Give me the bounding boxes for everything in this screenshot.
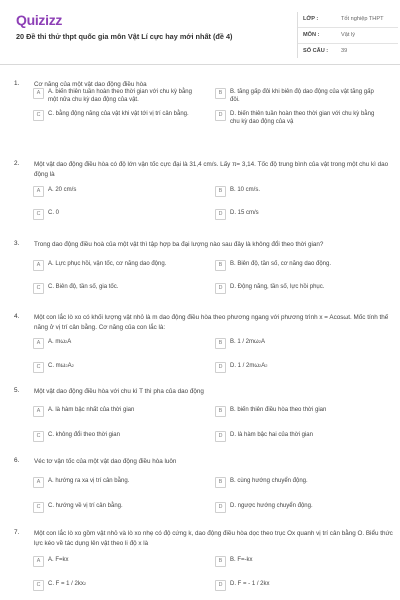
question-text: Trong dao động điều hoà của một vật thì tập hợp ba đại lượng nào sau đây là không đổi theo thời gian? <box>34 241 324 248</box>
option-letter-box[interactable]: C <box>33 283 44 294</box>
option-letter-box[interactable]: D <box>215 209 226 220</box>
option-letter-box[interactable]: B <box>215 186 226 197</box>
option-superscript: 2 <box>83 581 87 586</box>
option-letter-box[interactable]: D <box>215 362 226 373</box>
option-text-main: B. biến thiên điều hòa theo thời gian <box>230 407 327 413</box>
option-text <box>230 89 382 104</box>
option-letter-box[interactable]: C <box>33 431 44 442</box>
option-letter-box[interactable]: D <box>215 110 226 121</box>
option-text <box>230 503 382 511</box>
option-text-main: C. bằng động năng của vật khi vật tới vị trí cân bằng. <box>48 111 189 117</box>
question-number: 2. <box>14 160 20 167</box>
option-text <box>230 111 382 126</box>
option-text <box>230 432 382 440</box>
question-number: 7. <box>14 529 20 536</box>
option-text <box>230 284 382 292</box>
option-letter-box[interactable]: D <box>215 283 226 294</box>
option-text <box>48 407 200 415</box>
meta-value: Vật lý <box>341 32 355 38</box>
option-text <box>48 111 200 119</box>
option-letter-box[interactable]: B <box>215 477 226 488</box>
option-superscript: 2 <box>65 363 68 368</box>
option-text-main: A. mω <box>48 339 66 345</box>
option-text-main: B. F=-kx <box>230 557 253 563</box>
option-text <box>48 284 200 292</box>
meta-label: LỚP : <box>303 16 319 22</box>
question-text: Một vật dao động điều hòa với chu kì T thì pha của dao động <box>34 388 204 395</box>
meta-value: Tốt nghiệp THPT <box>341 16 384 22</box>
option-text <box>48 581 200 589</box>
option-text-main: A. F=kx <box>48 557 69 563</box>
option-letter-box[interactable]: A <box>33 186 44 197</box>
option-text <box>48 478 200 486</box>
option-text-main: D. biến thiên tuần hoàn theo thời gian với chu kỳ bằng chu kỳ dao động của vậ <box>230 111 375 125</box>
option-text <box>230 187 382 195</box>
option-text-main: D. F = - 1 / 2kx <box>230 581 270 587</box>
meta-label: MÔN : <box>303 32 320 38</box>
option-text-main: A. hướng ra xa vị trí cân bằng. <box>48 478 130 484</box>
question-number: 1. <box>14 80 20 87</box>
question-text: Một con lắc lò xo gồm vật nhỏ và lò xo nhẹ có độ cứng k, dao động điều hòa dọc theo trục Ox quanh vị trí cân bằng O. Biểu thức lực kéo về tác dụng lên vật theo li độ x là <box>34 530 393 547</box>
option-letter-box[interactable]: C <box>33 110 44 121</box>
option-letter-box[interactable]: A <box>33 477 44 488</box>
meta-value: 39 <box>341 48 348 54</box>
option-text-main: B. cùng hướng chuyển động. <box>230 478 308 484</box>
option-text-main: D. 1 / 2mω <box>230 363 260 369</box>
option-letter-box[interactable]: A <box>33 556 44 567</box>
option-text <box>48 432 200 440</box>
option-letter-box[interactable]: C <box>33 580 44 591</box>
option-text <box>48 187 200 195</box>
option-text <box>230 210 382 218</box>
option-text-main: C. hướng về vị trí cân bằng. <box>48 503 123 509</box>
option-text <box>230 407 382 415</box>
option-superscript: 2 <box>71 363 74 368</box>
question-text: Một vật dao động điều hòa có độ lớn vận tốc cực đại là 31,4 cm/s. Lấy π= 3,14. Tốc độ trung bình của vật trong một chu kì dao động là <box>34 161 389 178</box>
question-text: Một con lắc lò xo có khối lượng vật nhỏ là m dao động điều hòa theo phương ngang với phương trình x = Acosωt. Mốc tính thế năng ở vị trí cân bằng. Cơ năng của con lắc là: <box>34 314 389 331</box>
question-number: 4. <box>14 313 20 320</box>
meta-row-count <box>298 44 398 59</box>
option-letter-box[interactable]: D <box>215 580 226 591</box>
option-letter-box[interactable]: D <box>215 431 226 442</box>
option-superscript: 2 <box>65 339 68 344</box>
option-letter-box[interactable]: D <box>215 502 226 513</box>
question-number: 5. <box>14 387 20 394</box>
option-superscript: 2 <box>259 363 262 368</box>
worksheet-title: 20 Đề thi thử thpt quốc gia môn Vật Lí cực hay mới nhất (đề 4) <box>16 32 233 41</box>
option-text <box>230 363 382 371</box>
option-text-main: D. 15 cm/s <box>230 210 259 216</box>
option-text <box>48 339 200 347</box>
option-text-main: B. 1 / 2mω <box>230 339 259 345</box>
meta-row-subject <box>298 28 398 44</box>
option-text <box>230 261 382 269</box>
option-letter-box[interactable]: A <box>33 338 44 349</box>
meta-box <box>297 12 398 58</box>
worksheet-header <box>0 0 400 65</box>
question-text: Cơ năng của một vật dao động điều hòa <box>34 81 147 88</box>
option-text-suffix: A <box>260 339 265 345</box>
option-text <box>230 478 382 486</box>
option-text <box>48 557 200 565</box>
quizizz-logo: Quizizz <box>16 12 63 28</box>
option-letter-box[interactable]: C <box>33 502 44 513</box>
option-text-main: B. Biên độ, tần số, cơ năng dao động. <box>230 261 332 267</box>
option-letter-box[interactable]: B <box>215 556 226 567</box>
option-text-main: A. là hàm bậc nhất của thời gian <box>48 407 135 413</box>
option-text-suffix: A <box>67 339 72 345</box>
option-letter-box[interactable]: A <box>33 406 44 417</box>
option-letter-box[interactable]: B <box>215 88 226 99</box>
option-text-main: D. Động năng, tần số, lực hồi phục. <box>230 284 325 290</box>
question-number: 3. <box>14 240 20 247</box>
option-text <box>48 363 200 371</box>
option-text-main: B. 10 cm/s. <box>230 187 261 193</box>
option-text <box>48 210 200 218</box>
option-letter-box[interactable]: B <box>215 406 226 417</box>
meta-label: SỐ CÂU : <box>303 48 329 54</box>
option-text-main: C. không đổi theo thời gian <box>48 432 120 438</box>
option-letter-box[interactable]: C <box>33 209 44 220</box>
question-text: Véc tơ vận tốc của một vật dao động điều hòa luôn <box>34 458 177 465</box>
option-text-main: A. Lực phục hồi, vận tốc, cơ năng dao động. <box>48 261 167 267</box>
option-letter-box[interactable]: C <box>33 362 44 373</box>
option-text-suffix: A <box>67 363 72 369</box>
option-text-main: C. F = 1 / 2kx <box>48 581 84 587</box>
option-text-main: B. tăng gấp đôi khi biên độ dao động của vật tăng gấp đôi. <box>230 89 374 103</box>
option-text-main: C. Biên độ, tần số, gia tốc. <box>48 284 119 290</box>
question-number: 6. <box>14 457 20 464</box>
option-text <box>230 339 382 347</box>
option-letter-box[interactable]: B <box>215 260 226 271</box>
option-text <box>230 581 382 589</box>
option-letter-box[interactable]: B <box>215 338 226 349</box>
option-text-main: C. 0 <box>48 210 60 216</box>
option-text-main: D. ngược hướng chuyển động. <box>230 503 313 509</box>
option-text-suffix: A <box>261 363 266 369</box>
option-text-main: A. 20 cm/s <box>48 187 77 193</box>
option-text-main: C. mω <box>48 363 66 369</box>
option-text-main: D. là hàm bậc hai của thời gian <box>230 432 313 438</box>
option-superscript: 2 <box>265 363 268 368</box>
option-text <box>48 261 200 269</box>
option-text <box>48 503 200 511</box>
option-superscript: 2 <box>258 339 261 344</box>
option-text <box>48 89 200 104</box>
option-letter-box[interactable]: A <box>33 88 44 99</box>
option-letter-box[interactable]: A <box>33 260 44 271</box>
option-text-main: A. biến thiên tuần hoàn theo thời gian với chu kỳ bằng một nửa chu kỳ dao động của vật. <box>48 89 192 103</box>
meta-row-class <box>298 12 398 28</box>
option-text <box>230 557 382 565</box>
